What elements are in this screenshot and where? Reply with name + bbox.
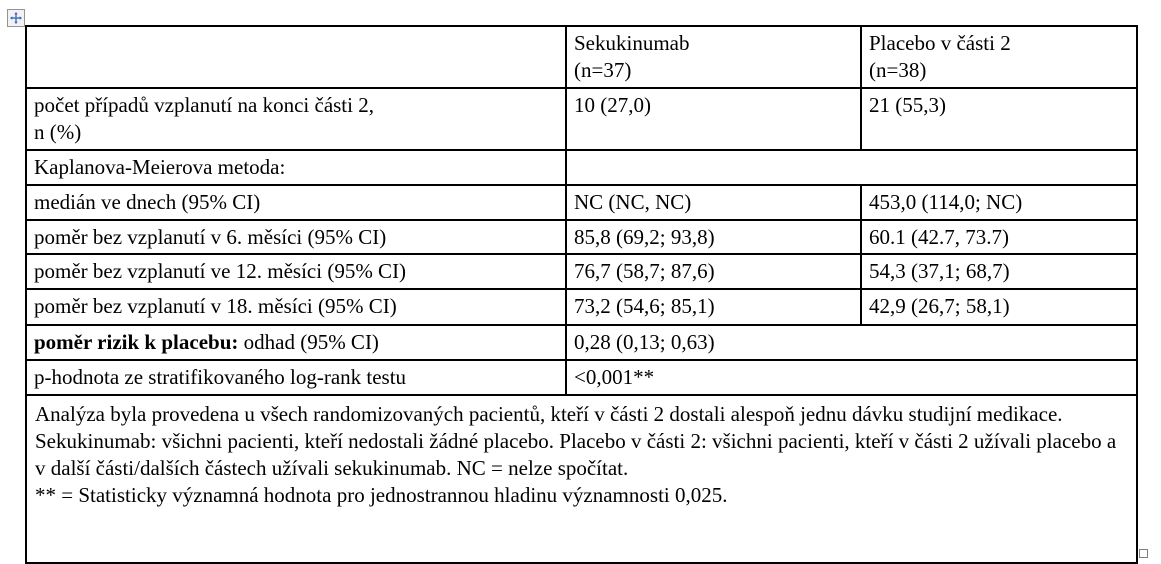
row-flare-count-label <box>26 88 566 150</box>
row-kaplan-meier-label: Kaplanova-Meierova metoda: <box>26 150 566 185</box>
table-move-handle[interactable] <box>7 9 25 27</box>
cell-month18-sekukinumab: 73,2 (54,6; 85,1) <box>566 289 861 325</box>
cell-month6-sekukinumab: 85,8 (69,2; 93,8) <box>566 220 861 255</box>
cell-hazard-ratio-value: 0,28 (0,13; 0,63) <box>566 325 1137 360</box>
cell-flare-count-sekukinumab: 10 (27,0) <box>566 88 861 150</box>
header-sekukinumab <box>566 26 861 88</box>
row-median-label: medián ve dnech (95% CI) <box>26 185 566 220</box>
cell-month12-placebo: 54,3 (37,1; 68,7) <box>861 254 1137 289</box>
footnote-analysis: Analýza byla provedena u všech randomizovaných pacientů, kteří v části 2 dostali alespoň jednu dávku studijní medikace. <box>35 402 1063 427</box>
header-placebo <box>861 26 1137 88</box>
cell-flare-count-placebo: 21 (55,3) <box>861 88 1137 150</box>
row-hazard-ratio-label <box>26 325 566 360</box>
row-footnotes <box>26 395 1137 563</box>
table-header-row <box>26 26 1137 88</box>
row-month18-label: poměr bez vzplanutí v 18. měsíci (95% CI) <box>26 289 566 325</box>
table-resize-handle[interactable] <box>1139 549 1148 558</box>
row-flare-count-label-line2: n (%) <box>34 119 82 144</box>
row-month12 <box>26 254 1137 289</box>
row-median <box>26 185 1137 220</box>
header-sekukinumab-title: Sekukinumab <box>574 31 690 56</box>
four-way-move-arrow-icon <box>10 12 22 24</box>
cell-kaplan-meier-empty <box>566 150 1137 185</box>
cell-p-value: <0,001** <box>566 360 1137 395</box>
header-placebo-title: Placebo v části 2 <box>869 31 1011 56</box>
row-month6-label: poměr bez vzplanutí v 6. měsíci (95% CI) <box>26 220 566 255</box>
results-table <box>25 25 1138 564</box>
cell-median-sekukinumab: NC (NC, NC) <box>566 185 861 220</box>
footnotes-cell <box>26 395 1137 563</box>
row-hazard-ratio-label-regular: odhad (95% CI) <box>238 330 379 355</box>
row-flare-count <box>26 88 1137 150</box>
cell-month12-sekukinumab: 76,7 (58,7; 87,6) <box>566 254 861 289</box>
header-sekukinumab-n: (n=37) <box>574 58 632 82</box>
cell-month18-placebo: 42,9 (26,7; 58,1) <box>861 289 1137 325</box>
row-month12-label: poměr bez vzplanutí ve 12. měsíci (95% CI) <box>26 254 566 289</box>
header-placebo-n: (n=38) <box>869 58 927 82</box>
header-empty-cell <box>26 26 566 88</box>
row-month18 <box>26 289 1137 325</box>
cell-month6-placebo: 60.1 (42.7, 73.7) <box>861 220 1137 255</box>
row-hazard-ratio-label-bold: poměr rizik k placebu: <box>34 330 239 355</box>
footnote-significance: ** = Statisticky významná hodnota pro jednostrannou hladinu významnosti 0,025. <box>35 482 728 507</box>
row-p-value <box>26 360 1137 395</box>
row-hazard-ratio <box>26 325 1137 360</box>
row-month6 <box>26 220 1137 255</box>
cell-median-placebo: 453,0 (114,0; NC) <box>861 185 1137 220</box>
row-flare-count-label-line1: počet případů vzplanutí na konci části 2, <box>34 93 374 117</box>
row-p-value-label: p-hodnota ze stratifikovaného log-rank testu <box>26 360 566 395</box>
footnote-definitions: Sekukinumab: všichni pacienti, kteří nedostali žádné placebo. Placebo v části 2: všichni pacienti, kteří v části 2 užívali placebo a v další části/dalších částech užívali sekukinumab. NC = nelze spočítat. <box>35 429 1117 480</box>
row-kaplan-meier <box>26 150 1137 185</box>
